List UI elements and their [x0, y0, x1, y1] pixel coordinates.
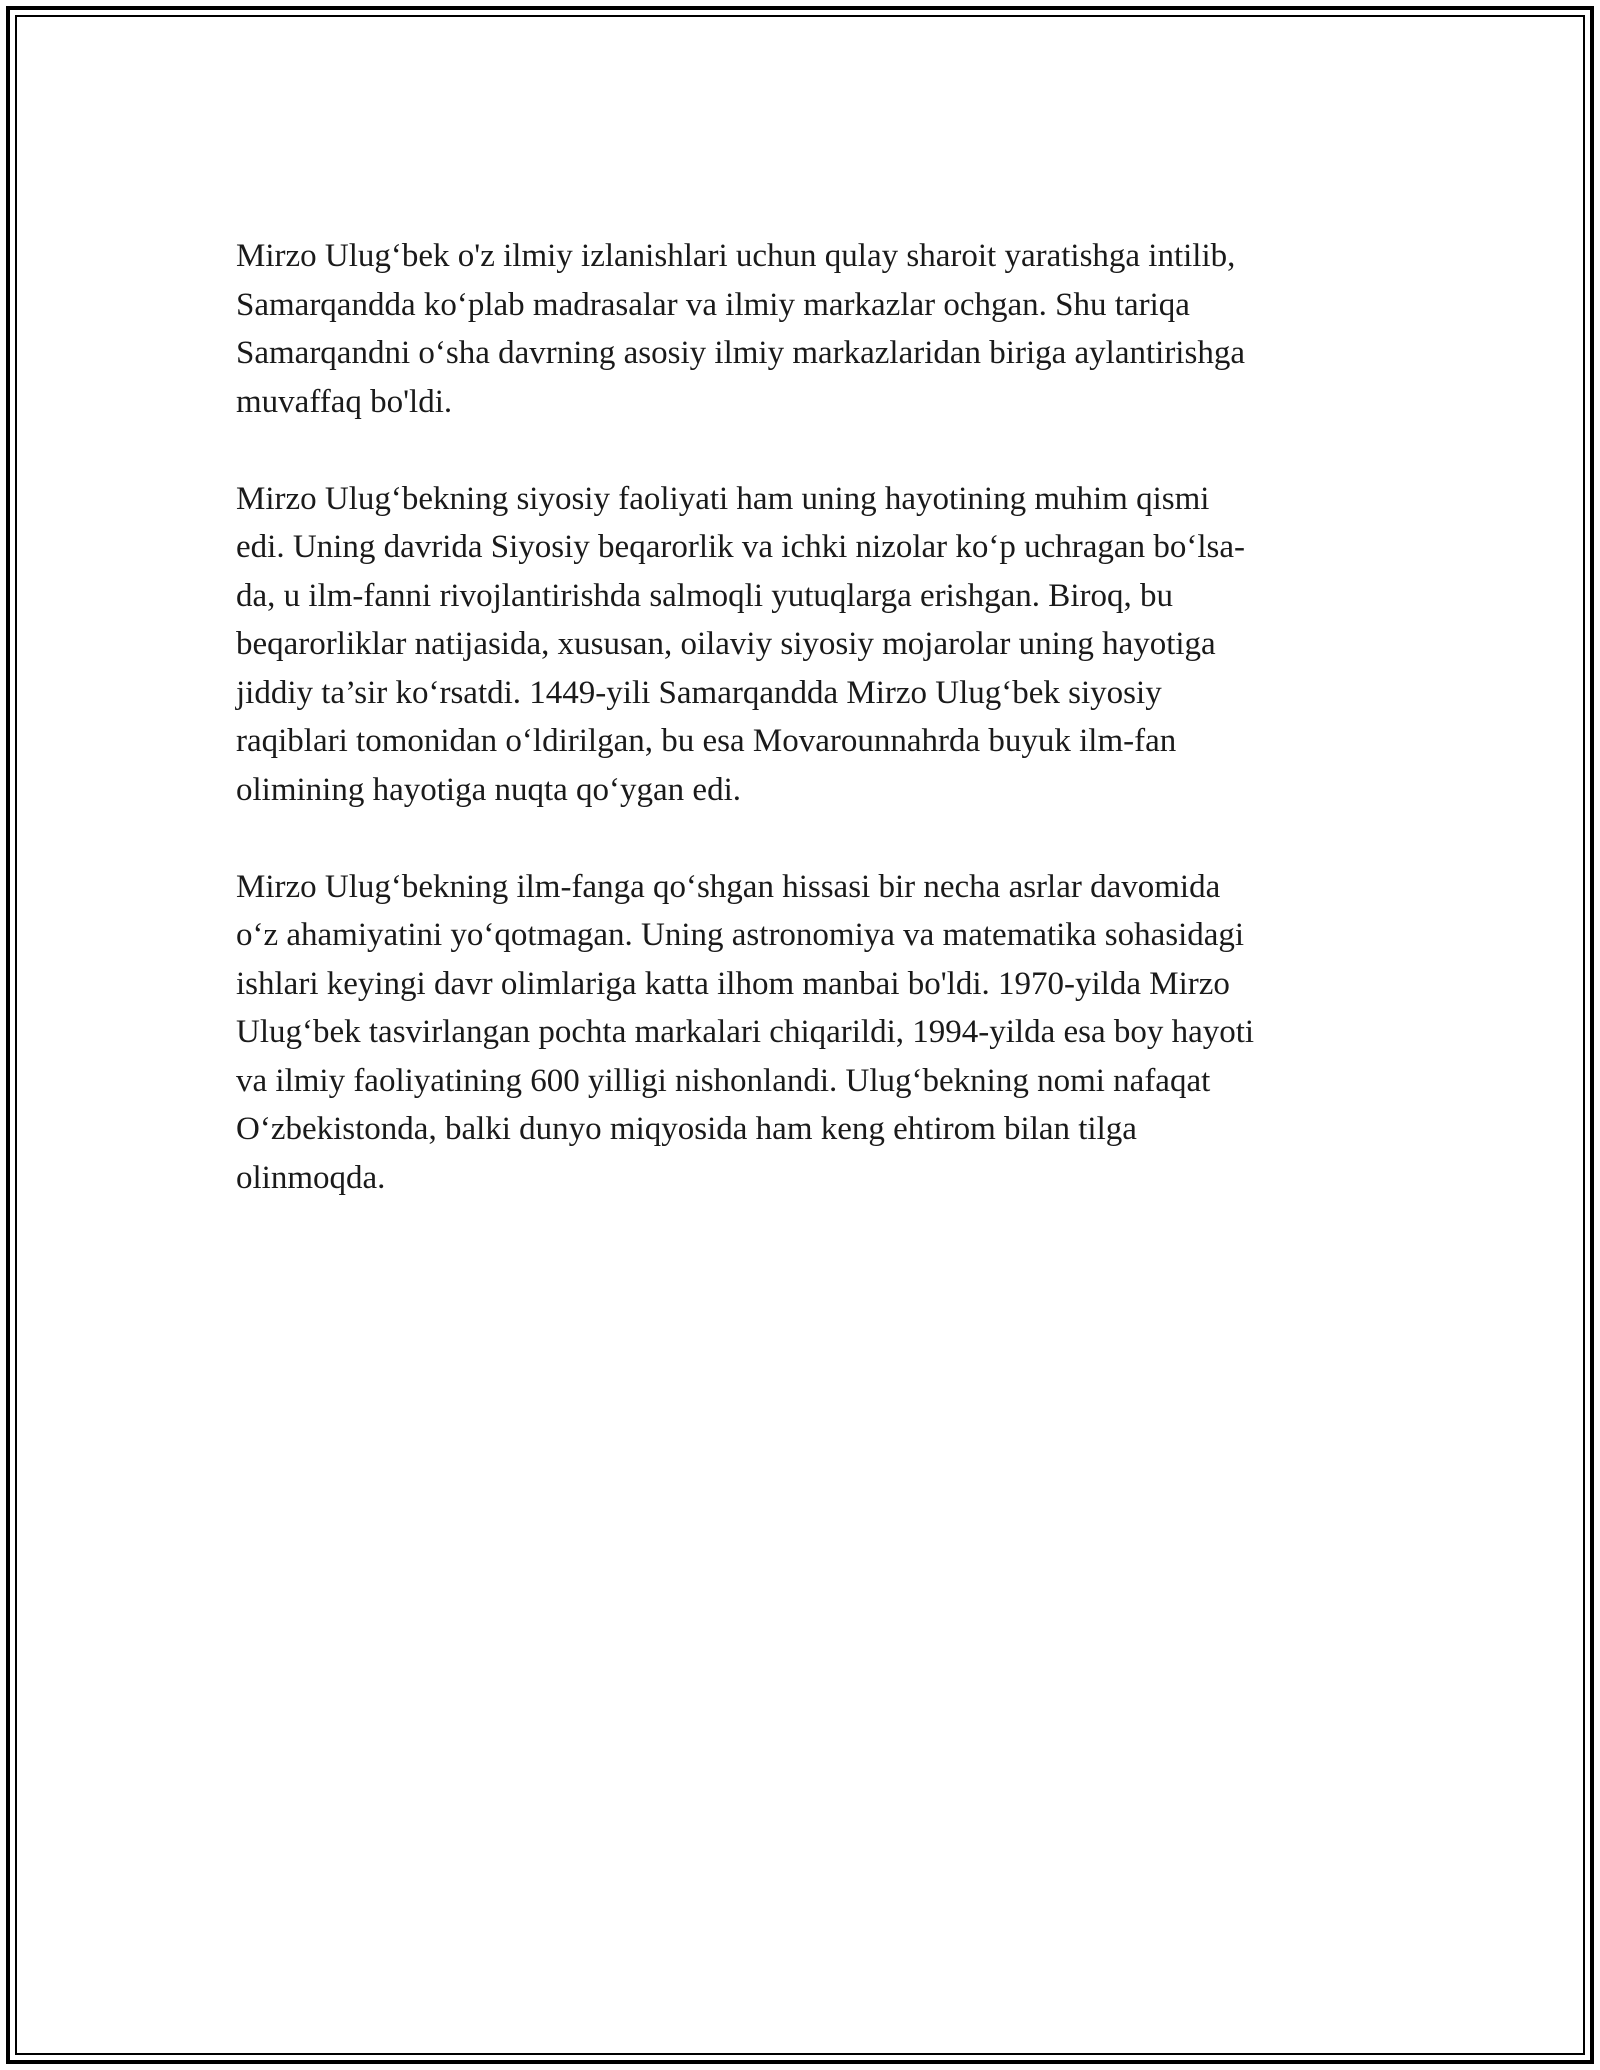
paragraph-observatory: Mirzo Ulug‘bek o'z ilmiy izlanishlari uchun qulay sharoit yaratishga intilib, Samarqandda ko‘plab madrasalar va ilmiy markazlar ochgan. Shu tariqa Samarqandni o‘sha davrning asosiy ilmiy markazlaridan biriga aylantirishga muvaffaq bo'ldi.: [236, 238, 1245, 420]
paragraph-political-life: Mirzo Ulug‘bekning siyosiy faoliyati ham uning hayotining muhim qismi edi. Uning davrida Siyosiy beqarorlik va ichki nizolar ko‘p uchragan bo‘lsa- da, u ilm-fanni rivojlantirishda salmoqli yutuqlarga erishgan. Biroq, bu beqarorliklar natijasida, xususan, oilaviy siyosiy mojarolar uning hayotiga jiddiy ta’sir ko‘rsatdi. 1449-yili Samarqandda Mirzo Ulug‘bek siyosiy raqiblari tomonidan o‘ldirilgan, bu esa Movarounnahrda buyuk ilm-fan olimining hayotiga nuqta qo‘ygan edi.: [236, 480, 1245, 808]
document-body: [236, 232, 1386, 1251]
paragraph-legacy: Mirzo Ulug‘bekning ilm-fanga qo‘shgan hissasi bir necha asrlar davomida o‘z ahamiyatini yo‘qotmagan. Uning astronomiya va matematika sohasidagi ishlari keyingi davr olimlariga katta ilhom manbai bo'ldi. 1970-yilda Mirzo Ulug‘bek tasvirlangan pochta markalari chiqarildi, 1994-yilda esa boy hayoti va ilmiy faoliyatining 600 yilligi nishonlandi. Ulug‘bekning nomi nafaqat O‘zbekistonda, balki dunyo miqyosida ham keng ehtirom bilan tilga olinmoqda.: [236, 868, 1255, 1196]
